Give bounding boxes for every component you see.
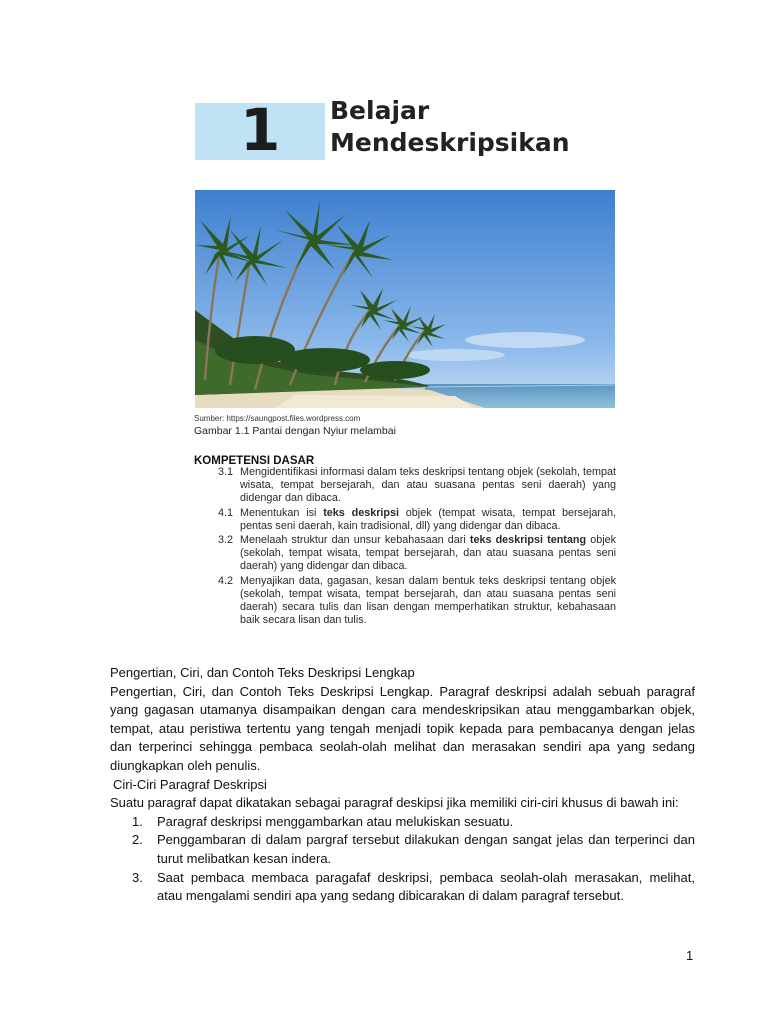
kompetensi-item-text-pre: Menelaah struktur dan unsur kebahasaan dari xyxy=(240,534,470,547)
figure-source: Sumber: https://saungpost.files.wordpress.com xyxy=(194,414,361,423)
list-item xyxy=(110,813,695,832)
kompetensi-item xyxy=(218,575,616,628)
list-item-text: Penggambaran di dalam pargraf tersebut dilakukan dengan sangat jelas dan terperinci dan turut melibatkan kesan indera. xyxy=(157,832,695,866)
kompetensi-item-text: Menyajikan data, gagasan, kesan dalam bentuk teks deskripsi tentang objek (sekolah, tempat wisata, tempat bersejarah, dan atau suasana pentas seni daerah) secara tulis dan lisan dengan memperhatikan struktur, kebahasaan baik secara lisan dan tulis. xyxy=(240,574,616,627)
kompetensi-item-text-bold: teks deskripsi xyxy=(323,506,400,519)
list-item xyxy=(110,831,695,868)
beach-photo xyxy=(195,190,615,408)
kompetensi-item-number: 4.2 xyxy=(218,574,234,587)
characteristics-list xyxy=(110,813,695,906)
list-item-number: 1. xyxy=(132,813,143,829)
kompetensi-item xyxy=(218,466,616,506)
kompetensi-item-text-pre: Menentukan isi xyxy=(240,506,324,519)
article-intro: Pengertian, Ciri, dan Contoh Teks Deskripsi Lengkap. Paragraf deskripsi adalah sebuah paragraf yang gagasan utamanya disampaikan dengan cara mendeskripsikan atau menggambarkan objek, tempat, atau peristiwa tertentu yang tengah menjadi topik kepada para pembacanya dengan jelas dan terperinci sehingga pembaca seolah-olah melihat dan merasakan sendiri apa yang sedang diungkapkan oleh penulis. xyxy=(110,683,695,773)
figure-caption: Gambar 1.1 Pantai dengan Nyiur melambai xyxy=(194,425,396,437)
list-item-number: 3. xyxy=(132,869,143,885)
chapter-title-line2: Mendeskripsikan xyxy=(330,128,570,157)
list-item-number: 2. xyxy=(132,832,143,848)
kompetensi-item-number: 3.2 xyxy=(218,534,234,547)
article-body xyxy=(110,664,695,906)
kompetensi-list xyxy=(218,466,616,628)
kompetensi-item-text-post: objek (sekolah, tempat wisata, tempat bersejarah, dan atau suasana pentas seni daerah) yang didengar dan dibaca. xyxy=(240,534,617,573)
kompetensi-title: KOMPETENSI DASAR xyxy=(194,455,315,467)
chapter-title-line1: Belajar xyxy=(330,96,430,125)
kompetensi-item-number: 3.1 xyxy=(218,466,234,478)
chapter-title xyxy=(330,95,570,159)
list-item-text: Saat pembaca membaca paragafaf deskripsi, pembaca seolah-olah merasakan, melihat, atau mengalami sendiri apa yang sedang dibicarakan di dalam paragraf tersebut. xyxy=(157,869,695,904)
kompetensi-item xyxy=(218,507,616,533)
article-heading: Pengertian, Ciri, dan Contoh Teks Deskripsi Lengkap xyxy=(110,665,415,680)
kompetensi-item-text-post: objek (tempat wisata, tempat bersejarah, pentas seni daerah, kain tradisional, dll) yang didengar dan dibaca. xyxy=(240,506,616,532)
page-number: 1 xyxy=(686,948,694,963)
list-item-text: Paragraf deskripsi menggambarkan atau melukiskan sesuatu. xyxy=(157,813,514,829)
kompetensi-item-number: 4.1 xyxy=(218,506,234,519)
kompetensi-item-text: Mengidentifikasi informasi dalam teks deskripsi tentang objek (sekolah, tempat wisata, tempat bersejarah, dan atau suasana pentas seni daerah) yang didengar dan dibaca. xyxy=(240,466,616,505)
kompetensi-item xyxy=(218,534,616,574)
list-item xyxy=(110,869,695,906)
kompetensi-item-text-bold: teks deskripsi tentang xyxy=(469,534,587,547)
article-subheading: Ciri-Ciri Paragraf Deskripsi xyxy=(113,776,267,792)
article-lead: Suatu paragraf dapat dikatakan sebagai paragraf deskipsi jika memiliki ciri-ciri khusus di bawah ini: xyxy=(110,795,679,811)
chapter-number: 1 xyxy=(240,96,281,164)
